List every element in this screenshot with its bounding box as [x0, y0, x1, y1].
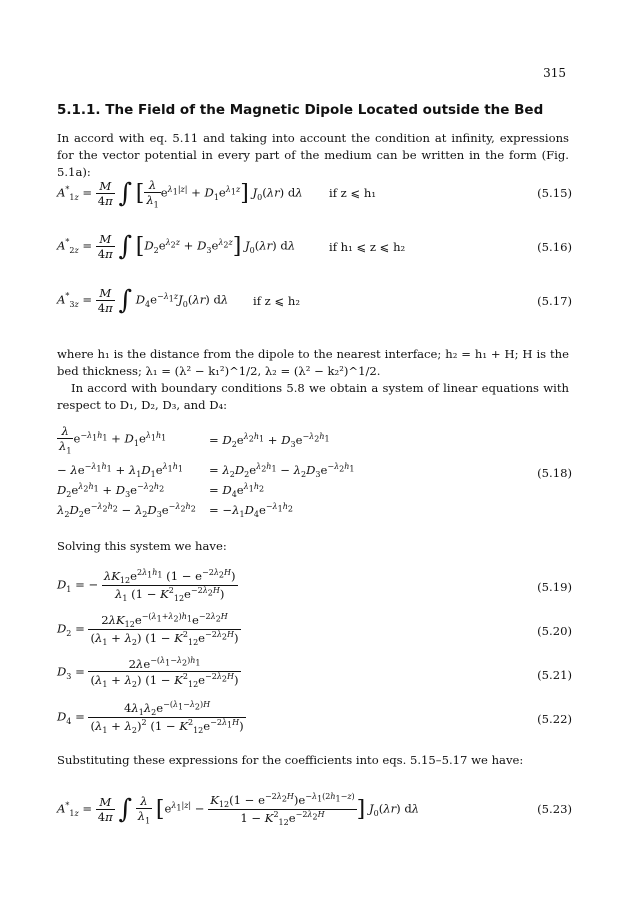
system-line-2: − $\lambda e^{-\lambda_1h_1} + \lambda_1D_1e^{\lambda_1h_1}$ [57, 462, 183, 480]
equation-number-5-17: (5.17) [537, 294, 572, 308]
equation-5-19 [57, 568, 572, 606]
equation-number-5-21: (5.21) [537, 668, 572, 682]
equation-number-5-16: (5.16) [537, 240, 572, 254]
condition-5-15: if z ⩽ h₁ [329, 186, 376, 200]
equation-5-15-body: $A^*_{1z}$ = $\frac{M}{4\pi}$ ∫ [ $\frac{\lambda}{\lambda_1}$ $e^{\lambda_1|z|} + D_1e^{\lambda_1z}$] $J_0(\lambda r)$ dλ [57, 178, 303, 210]
system-line-3-rhs: = $D_4e^{\lambda_1h_2}$ [209, 482, 265, 500]
system-line-2-rhs: = $\lambda_2D_2e^{\lambda_2h_1} - \lambda_2D_3e^{-\lambda_2h_1}$ [209, 462, 355, 480]
page-number: 315 [543, 66, 566, 80]
equation-number-5-22: (5.22) [537, 712, 572, 726]
equation-5-15 [57, 172, 572, 216]
equation-5-16 [57, 226, 572, 270]
system-line-4-rhs: = $-\lambda_1D_4e^{-\lambda_1h_2}$ [209, 502, 293, 520]
condition-5-16: if h₁ ⩽ z ⩽ h₂ [329, 240, 406, 254]
equation-5-23 [57, 782, 572, 838]
equation-5-22-body: $D_4$ = $\frac{4\lambda_1\lambda_2e^{-(\lambda_1-\lambda_2)H}}{(\lambda_1 + \lambda_2)^2 (1 - K^2_{12}e^{-2\lambda_1H})}$ [57, 700, 244, 736]
equation-number-5-23: (5.23) [537, 802, 572, 816]
equation-5-19-body: $D_1$ = − $\frac{\lambda K_{12}e^{2\lambda_1h_1} (1 - e^{-2\lambda_2H})}{\lambda_1 (1 - K^2_{12}e^{-2\lambda_2H})}$ [57, 568, 236, 604]
equation-number-5-15: (5.15) [537, 186, 572, 200]
equation-system-5-18 [57, 422, 572, 524]
system-line-1: $\frac{\lambda}{\lambda_1}$ $e^{-\lambda_1h_1} + D_1e^{\lambda_1h_1}$ [59, 424, 167, 456]
paragraph-boundary: In accord with boundary conditions 5.8 we obtain a system of linear equations with respect to D₁, D₂, D₃, and D₄: [57, 381, 569, 412]
condition-5-17: if z ⩽ h₂ [253, 294, 300, 308]
equation-number-5-19: (5.19) [537, 580, 572, 594]
equation-5-17-body: $A^*_{3z}$ = $\frac{M}{4\pi}$ ∫ $D_4e^{-\lambda_1z}J_0(\lambda r)$ dλ [57, 285, 229, 316]
equation-5-22 [57, 700, 572, 738]
equation-5-21 [57, 656, 572, 694]
system-line-1-rhs: = $D_2e^{\lambda_2h_1} + D_3e^{-\lambda_2h_1}$ [209, 432, 330, 450]
equation-5-16-body: $A^*_{2z}$ = $\frac{M}{4\pi}$ ∫ $[D_2e^{\lambda_2z} + D_3e^{\lambda_2z}]$ $J_0(\lambda r)$ dλ [57, 231, 296, 262]
equation-5-21-body: $D_3$ = $\frac{2\lambda e^{-(\lambda_1-\lambda_2)h_1}}{(\lambda_1 + \lambda_2) (1 - K^2_{12}e^{-2\lambda_2H})}$ [57, 656, 239, 690]
equation-number-5-20: (5.20) [537, 624, 572, 638]
paragraph-definitions: where h₁ is the distance from the dipole to the nearest interface; h₂ = h₁ + H; H is the bed thickness; λ₁ = (λ² − k₁²)^1/2, λ₂ = (λ² − k₂²)^1/2. [57, 347, 569, 378]
equation-5-17 [57, 280, 572, 324]
paragraph-substituting: Substituting these expressions for the coefficients into eqs. 5.15–5.17 we have: [57, 753, 524, 767]
paragraph-solving: Solving this system we have: [57, 539, 227, 553]
section-heading: 5.1.1. The Field of the Magnetic Dipole Located outside the Bed [57, 102, 544, 118]
paragraph-intro: In accord with eq. 5.11 and taking into account the condition at infinity, expressions for the vector potential in every part of the medium can be written in the form (Fig. 5.1a): [57, 131, 569, 179]
equation-5-20-body: $D_2$ = $\frac{2\lambda K_{12}e^{-(\lambda_1+\lambda_2)h_1}e^{-2\lambda_2H}}{(\lambda_1 + \lambda_2) (1 - K^2_{12}e^{-2\lambda_2H})}$ [57, 612, 239, 648]
equation-5-20 [57, 612, 572, 650]
equation-number-5-18: (5.18) [537, 466, 572, 480]
equation-5-23-body: $A^*_{1z}$ = $\frac{M}{4\pi}$ ∫ $\frac{\lambda}{\lambda_1}$ [$e^{\lambda_1|z|}$ − $\frac{K_{12}(1 - e^{-2\lambda_2H})e^{-\lambda_1(2h_1-z)}}{1 - K^2_{12}e^{-2\lambda_2H}}$ ] $J_0(\lambda r)$ dλ [57, 792, 420, 828]
system-line-4: $\lambda_2D_2e^{-\lambda_2h_2} - \lambda_2D_3e^{-\lambda_2h_2}$ [57, 502, 196, 520]
system-line-3: $D_2e^{\lambda_2h_1} + D_3e^{-\lambda_2h_2}$ [57, 482, 165, 500]
